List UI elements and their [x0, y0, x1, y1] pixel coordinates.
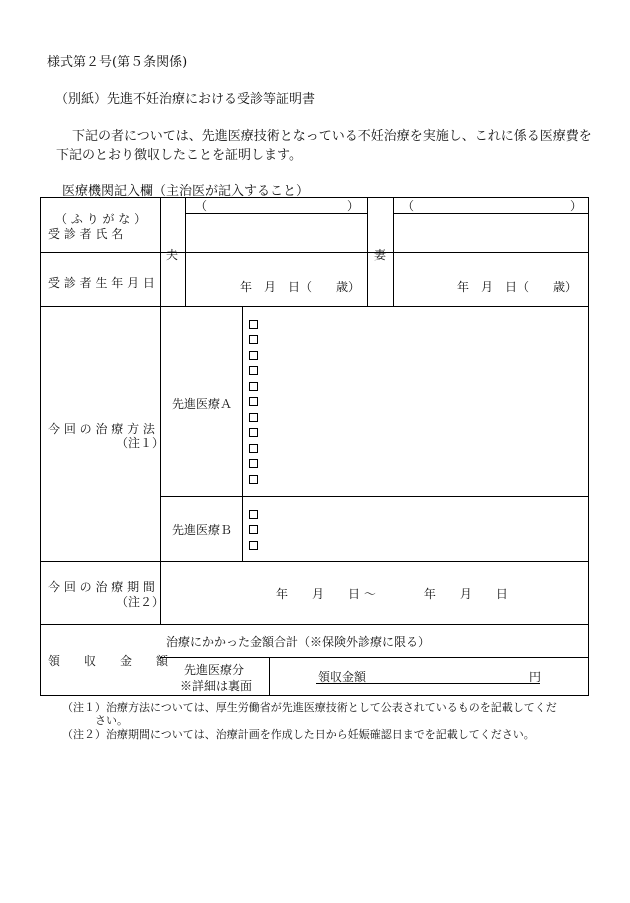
husband-furigana-underline — [186, 213, 367, 214]
advanced-share-label: 先進医療分 — [184, 663, 245, 677]
row-divider-5 — [160, 657, 589, 658]
advanced-a-checkbox[interactable] — [249, 382, 258, 391]
period-label: 今 回 の 治 療 期 間 — [48, 580, 155, 594]
advanced-a-checkbox[interactable] — [249, 351, 258, 360]
col-divider-method — [242, 306, 243, 561]
patient-name-label: 受 診 者 氏 名 — [48, 227, 124, 241]
row-divider-1 — [40, 252, 589, 253]
advanced-a-checkbox[interactable] — [249, 428, 258, 437]
birthdate-label: 受 診 者 生 年 月 日 — [48, 276, 155, 290]
col-divider-wife-start — [367, 197, 368, 306]
receipt-label: 領 収 金 額 — [48, 654, 169, 668]
wife-birthdate-format: 年 月 日（ 歳） — [457, 280, 578, 294]
wife-furigana-underline — [394, 213, 589, 214]
receipt-amount-label: 領収金額 — [318, 670, 367, 684]
wife-furigana-close: ） — [570, 199, 583, 213]
intro-line-1: 下記の者については、先進医療技術となっている不妊治療を実施し、これに係る医療費を — [72, 129, 592, 144]
advanced-b-checkbox[interactable] — [249, 510, 258, 519]
yen-unit: 円 — [529, 670, 542, 684]
receipt-amount-underline — [316, 683, 540, 684]
wife-furigana-open: （ — [402, 199, 415, 213]
method-label: 今 回 の 治 療 方 法 — [48, 422, 155, 436]
advanced-a-checkbox[interactable] — [249, 320, 258, 329]
col-divider-receipt — [269, 657, 270, 696]
row-divider-2 — [40, 306, 589, 307]
section-title: 医療機関記入欄（主治医が記入すること） — [62, 184, 310, 199]
wife-label: 妻 — [374, 248, 387, 262]
col-divider-husband — [185, 197, 186, 306]
period-note: （注２） — [116, 595, 165, 609]
form-number: 様式第２号(第５条関係) — [47, 55, 188, 70]
period-format: 年 月 日 ～ 年 月 日 — [276, 587, 508, 601]
col-divider-label — [160, 197, 161, 624]
husband-furigana-close: ） — [347, 199, 360, 213]
husband-furigana-open: （ — [195, 199, 208, 213]
col-divider-wife — [393, 197, 394, 306]
note-1-line-2: さい。 — [95, 714, 128, 727]
advanced-b-label: 先進医療Ｂ — [172, 523, 233, 537]
advanced-a-checkbox[interactable] — [249, 335, 258, 344]
advanced-a-label: 先進医療Ａ — [172, 397, 233, 411]
advanced-a-checkbox[interactable] — [249, 459, 258, 468]
intro-line-2: 下記のとおり徴収したことを証明します。 — [56, 148, 302, 163]
advanced-a-checkbox[interactable] — [249, 475, 258, 484]
advanced-b-checkbox[interactable] — [249, 525, 258, 534]
husband-label: 夫 — [166, 248, 179, 262]
furigana-label: （ ふ り が な ） — [55, 212, 147, 226]
advanced-b-checkbox[interactable] — [249, 541, 258, 550]
note-2: （注２）治療期間については、治療計画を作成した日から妊娠確認日までを記載してください。 — [62, 728, 535, 741]
advanced-a-checkbox[interactable] — [249, 413, 258, 422]
row-divider-3 — [40, 561, 589, 562]
total-cost-label: 治療にかかった金額合計（※保険外診療に限る） — [166, 635, 431, 649]
document-subtitle: （別紙）先進不妊治療における受診等証明書 — [55, 92, 316, 107]
row-divider-4 — [40, 624, 589, 625]
advanced-a-checkbox[interactable] — [249, 444, 258, 453]
note-1-line-1: （注１）治療方法については、厚生労働省が先進医療技術として公表されているものを記載してくだ — [62, 701, 557, 714]
method-note: （注１） — [116, 436, 165, 450]
husband-birthdate-format: 年 月 日（ 歳） — [240, 280, 361, 294]
advanced-a-checkbox[interactable] — [249, 366, 258, 375]
detail-back-note: ※詳細は裏面 — [180, 679, 253, 693]
row-divider-ab — [160, 496, 589, 497]
advanced-a-checkbox[interactable] — [249, 397, 258, 406]
